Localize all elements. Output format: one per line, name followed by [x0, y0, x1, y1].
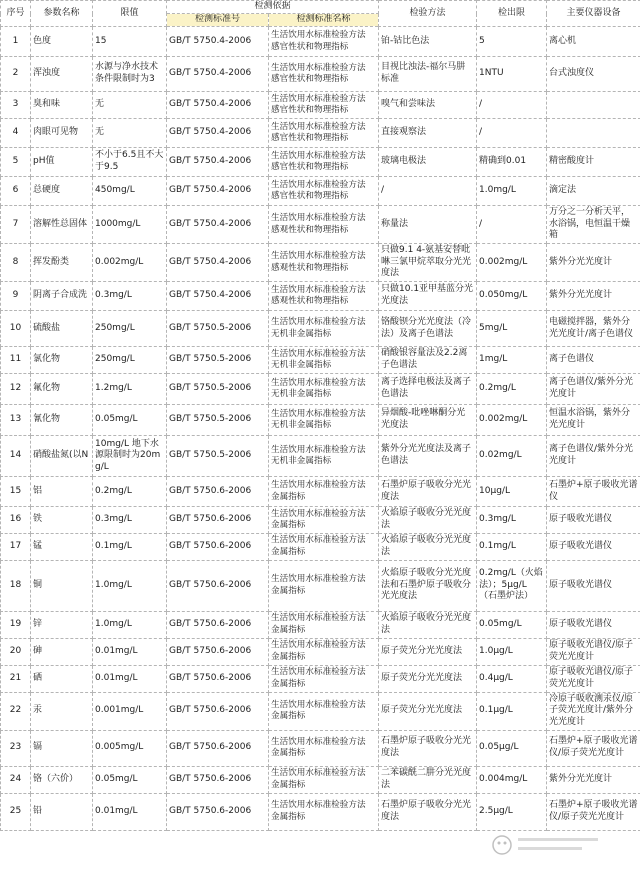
- detection-limit-cell: 0.02mg/L: [477, 436, 547, 477]
- instrument-cell: [547, 92, 640, 119]
- table-row: [1, 206, 640, 244]
- table-row: [1, 507, 640, 533]
- row-number-cell: 2: [1, 57, 31, 92]
- parameter-name-cell: 铜: [31, 560, 93, 611]
- standard-number-cell: GB/T 5750.5-2006: [167, 311, 269, 347]
- header-no: 序号: [1, 1, 31, 27]
- parameter-name-cell: 铅: [31, 793, 93, 830]
- table-row: [1, 347, 640, 374]
- limit-value-cell: 1.0mg/L: [93, 611, 167, 638]
- table-row: [1, 311, 640, 347]
- table-row: [1, 282, 640, 311]
- standard-name-cell: 生活饮用水标准检验方法 感观性状和物理指标: [269, 282, 379, 311]
- row-number-cell: 23: [1, 730, 31, 766]
- test-method-cell: 火焰原子吸收分光光度法: [379, 507, 477, 533]
- row-number-cell: 19: [1, 611, 31, 638]
- test-method-cell: 火焰原子吸收分光光度法: [379, 533, 477, 560]
- parameter-name-cell: 硝酸盐氮(以N: [31, 436, 93, 477]
- standard-name-cell: 生活饮用水标准检验方法 金属指标: [269, 507, 379, 533]
- row-number-cell: 21: [1, 665, 31, 692]
- row-number-cell: 6: [1, 177, 31, 206]
- table-row: [1, 436, 640, 477]
- standard-name-cell: 生活饮用水标准检验方法 金属指标: [269, 638, 379, 665]
- standard-number-cell: GB/T 5750.4-2006: [167, 148, 269, 177]
- instrument-cell: 石墨炉+原子吸收光谱仪/原子荧光光度计: [547, 793, 640, 830]
- test-method-cell: 原子荧光分光光度法: [379, 638, 477, 665]
- limit-value-cell: 1.2mg/L: [93, 374, 167, 405]
- parameter-name-cell: 氟化物: [31, 374, 93, 405]
- detection-limit-cell: 0.1μg/L: [477, 692, 547, 730]
- watermark-logo-icon: [490, 830, 610, 860]
- parameter-name-cell: 臭和味: [31, 92, 93, 119]
- row-number-cell: 15: [1, 477, 31, 507]
- test-method-cell: 目视比浊法-福尔马肼标准: [379, 57, 477, 92]
- limit-value-cell: 0.01mg/L: [93, 638, 167, 665]
- instrument-cell: 滴定法: [547, 177, 640, 206]
- row-number-cell: 7: [1, 206, 31, 244]
- instrument-cell: 原子吸收光谱仪: [547, 611, 640, 638]
- standard-name-cell: 生活饮用水标准检验方法 无机非金属指标: [269, 311, 379, 347]
- standard-name-cell: 生活饮用水标准检验方法 金属指标: [269, 793, 379, 830]
- row-number-cell: 22: [1, 692, 31, 730]
- table-row: [1, 533, 640, 560]
- limit-value-cell: 无: [93, 119, 167, 148]
- instrument-cell: 紫外分光光度计: [547, 244, 640, 282]
- standard-name-cell: 生活饮用水标准检验方法 金属指标: [269, 611, 379, 638]
- standard-number-cell: GB/T 5750.6-2006: [167, 560, 269, 611]
- test-method-cell: 原子荧光分光光度法: [379, 665, 477, 692]
- detection-limit-cell: /: [477, 206, 547, 244]
- test-method-cell: 二苯碳酰二肼分光光度法: [379, 766, 477, 793]
- table-row: [1, 119, 640, 148]
- instrument-cell: 离子色谱仪/紫外分光光度计: [547, 374, 640, 405]
- standard-name-cell: 生活饮用水标准检验方法 无机非金属指标: [269, 436, 379, 477]
- test-method-cell: 只做9.1 4-氨基安替吡啉三氯甲烷萃取分光光度法: [379, 244, 477, 282]
- table-row: [1, 692, 640, 730]
- header-method: 检验方法: [379, 1, 477, 27]
- detection-limit-cell: 1mg/L: [477, 347, 547, 374]
- row-number-cell: 8: [1, 244, 31, 282]
- row-number-cell: 13: [1, 405, 31, 436]
- test-method-cell: 石墨炉原子吸收分光光度法: [379, 793, 477, 830]
- row-number-cell: 24: [1, 766, 31, 793]
- table-header: [1, 1, 640, 27]
- table-row: [1, 27, 640, 57]
- instrument-cell: 石墨炉+原子吸收光谱仪/原子荧光光度计: [547, 730, 640, 766]
- row-number-cell: 18: [1, 560, 31, 611]
- parameter-name-cell: 挥发酚类: [31, 244, 93, 282]
- table-row: [1, 730, 640, 766]
- standard-name-cell: 生活饮用水标准检验方法 金属指标: [269, 665, 379, 692]
- instrument-cell: 精密酸度计: [547, 148, 640, 177]
- row-number-cell: 4: [1, 119, 31, 148]
- limit-value-cell: 0.002mg/L: [93, 244, 167, 282]
- test-method-cell: 火焰原子吸收分光光度法和石墨炉原子吸收分光光度法: [379, 560, 477, 611]
- limit-value-cell: 0.05mg/L: [93, 405, 167, 436]
- instrument-cell: 离子色谱仪/紫外分光光度计: [547, 436, 640, 477]
- standard-number-cell: GB/T 5750.5-2006: [167, 436, 269, 477]
- table-row: [1, 793, 640, 830]
- table-row: [1, 244, 640, 282]
- table-row: [1, 766, 640, 793]
- instrument-cell: 紫外分光光度计: [547, 766, 640, 793]
- limit-value-cell: 1.0mg/L: [93, 560, 167, 611]
- test-method-cell: 离子选择电极法及离子色谱法: [379, 374, 477, 405]
- standard-name-cell: 生活饮用水标准检验方法 感官性状和物理指标: [269, 27, 379, 57]
- detection-limit-cell: 精确到0.01: [477, 148, 547, 177]
- limit-value-cell: 0.1mg/L: [93, 533, 167, 560]
- standard-name-cell: 生活饮用水标准检验方法 金属指标: [269, 560, 379, 611]
- instrument-cell: 石墨炉+原子吸收光谱仪: [547, 477, 640, 507]
- test-method-cell: 玻璃电极法: [379, 148, 477, 177]
- standard-name-cell: 生活饮用水标准检验方法 感官性状和物理指标: [269, 92, 379, 119]
- parameter-name-cell: 锰: [31, 533, 93, 560]
- detection-limit-cell: 0.004mg/L: [477, 766, 547, 793]
- header-param: 参数名称: [31, 1, 93, 27]
- table-body: [1, 27, 640, 831]
- test-method-cell: 石墨炉原子吸收分光光度法: [379, 730, 477, 766]
- parameter-name-cell: 汞: [31, 692, 93, 730]
- row-number-cell: 9: [1, 282, 31, 311]
- standard-name-cell: 生活饮用水标准检验方法 感官性状和物理指标: [269, 119, 379, 148]
- table-row: [1, 177, 640, 206]
- instrument-cell: 原子吸收光谱仪: [547, 533, 640, 560]
- parameter-name-cell: 铬（六价）: [31, 766, 93, 793]
- watermark: [490, 830, 610, 863]
- row-number-cell: 25: [1, 793, 31, 830]
- detection-limit-cell: 0.2mg/L: [477, 374, 547, 405]
- instrument-cell: 原子吸收光谱仪: [547, 560, 640, 611]
- detection-limit-cell: 0.1mg/L: [477, 533, 547, 560]
- limit-value-cell: 0.01mg/L: [93, 793, 167, 830]
- test-method-cell: 异烟酸-吡唑啉酮分光光度法: [379, 405, 477, 436]
- table-row: [1, 477, 640, 507]
- parameter-name-cell: 氯化物: [31, 347, 93, 374]
- test-method-cell: 石墨炉原子吸收分光光度法: [379, 477, 477, 507]
- standard-number-cell: GB/T 5750.4-2006: [167, 57, 269, 92]
- detection-limit-cell: 0.3mg/L: [477, 507, 547, 533]
- standard-number-cell: GB/T 5750.5-2006: [167, 374, 269, 405]
- table-row: [1, 57, 640, 92]
- test-method-cell: 铬酸钡分光光度法（冷法）及离子色谱法: [379, 311, 477, 347]
- table-row: [1, 611, 640, 638]
- row-number-cell: 10: [1, 311, 31, 347]
- header-limit: 限值: [93, 1, 167, 27]
- test-method-cell: 只做10.1亚甲基蓝分光光度法: [379, 282, 477, 311]
- test-method-cell: 火焰原子吸收分光光度法: [379, 611, 477, 638]
- parameter-name-cell: 铁: [31, 507, 93, 533]
- row-number-cell: 1: [1, 27, 31, 57]
- standard-number-cell: GB/T 5750.6-2006: [167, 533, 269, 560]
- standard-name-cell: 生活饮用水标准检验方法 无机非金属指标: [269, 405, 379, 436]
- instrument-cell: 离心机: [547, 27, 640, 57]
- header-standard-number: 检测标准号: [167, 14, 269, 27]
- row-number-cell: 5: [1, 148, 31, 177]
- test-method-cell: 铂-钴比色法: [379, 27, 477, 57]
- parameter-name-cell: 硫酸盐: [31, 311, 93, 347]
- limit-value-cell: 0.3mg/L: [93, 282, 167, 311]
- standard-name-cell: 生活饮用水标准检验方法 感官性状和物理指标: [269, 148, 379, 177]
- detection-limit-cell: 0.05μg/L: [477, 730, 547, 766]
- standard-number-cell: GB/T 5750.6-2006: [167, 477, 269, 507]
- detection-limit-cell: /: [477, 119, 547, 148]
- standard-name-cell: 生活饮用水标准检验方法 无机非金属指标: [269, 374, 379, 405]
- instrument-cell: 恒温水浴锅，紫外分光光度计: [547, 405, 640, 436]
- instrument-cell: 紫外分光光度计: [547, 282, 640, 311]
- standard-number-cell: GB/T 5750.4-2006: [167, 119, 269, 148]
- parameter-name-cell: 溶解性总固体: [31, 206, 93, 244]
- standard-name-cell: 生活饮用水标准检验方法 金属指标: [269, 730, 379, 766]
- standard-name-cell: 生活饮用水标准检验方法 感官性状和物理指标: [269, 177, 379, 206]
- row-number-cell: 17: [1, 533, 31, 560]
- instrument-cell: 冷原子吸收测汞仪/原子荧光光度计/紫外分光光度计: [547, 692, 640, 730]
- table-row: [1, 92, 640, 119]
- standard-number-cell: GB/T 5750.4-2006: [167, 206, 269, 244]
- header-instrument: 主要仪器设备: [547, 1, 640, 27]
- limit-value-cell: 250mg/L: [93, 347, 167, 374]
- parameter-name-cell: 肉眼可见物: [31, 119, 93, 148]
- detection-limit-cell: 5: [477, 27, 547, 57]
- standard-name-cell: 生活饮用水标准检验方法 金属指标: [269, 766, 379, 793]
- test-method-cell: 硝酸银容量法及2.2离子色谱法: [379, 347, 477, 374]
- header-basis: 检测依据: [167, 1, 379, 14]
- standard-number-cell: GB/T 5750.4-2006: [167, 177, 269, 206]
- detection-limit-cell: 0.002mg/L: [477, 405, 547, 436]
- standard-number-cell: GB/T 5750.6-2006: [167, 793, 269, 830]
- row-number-cell: 12: [1, 374, 31, 405]
- standard-number-cell: GB/T 5750.4-2006: [167, 92, 269, 119]
- standard-name-cell: 生活饮用水标准检验方法 金属指标: [269, 533, 379, 560]
- standard-number-cell: GB/T 5750.6-2006: [167, 730, 269, 766]
- detection-limit-cell: 1.0mg/L: [477, 177, 547, 206]
- parameter-name-cell: 镉: [31, 730, 93, 766]
- limit-value-cell: 250mg/L: [93, 311, 167, 347]
- standard-number-cell: GB/T 5750.6-2006: [167, 507, 269, 533]
- parameter-name-cell: 硒: [31, 665, 93, 692]
- table-row: [1, 405, 640, 436]
- standard-number-cell: GB/T 5750.4-2006: [167, 27, 269, 57]
- limit-value-cell: 10mg/L 地下水源限制时为20mg/L: [93, 436, 167, 477]
- detection-limit-cell: 5mg/L: [477, 311, 547, 347]
- table-row: [1, 560, 640, 611]
- standard-name-cell: 生活饮用水标准检验方法 感观性状和物理指标: [269, 206, 379, 244]
- parameter-name-cell: 浑浊度: [31, 57, 93, 92]
- row-number-cell: 14: [1, 436, 31, 477]
- parameter-name-cell: pH值: [31, 148, 93, 177]
- detection-limit-cell: 2.5μg/L: [477, 793, 547, 830]
- instrument-cell: 原子吸收光谱仪/原子荧光光度计: [547, 638, 640, 665]
- table-row: [1, 638, 640, 665]
- row-number-cell: 20: [1, 638, 31, 665]
- standard-number-cell: GB/T 5750.6-2006: [167, 665, 269, 692]
- standard-name-cell: 生活饮用水标准检验方法 无机非金属指标: [269, 347, 379, 374]
- parameter-name-cell: 砷: [31, 638, 93, 665]
- limit-value-cell: 0.2mg/L: [93, 477, 167, 507]
- parameter-name-cell: 色度: [31, 27, 93, 57]
- limit-value-cell: 0.05mg/L: [93, 766, 167, 793]
- standard-number-cell: GB/T 5750.6-2006: [167, 692, 269, 730]
- header-detection-limit: 检出限: [477, 1, 547, 27]
- limit-value-cell: 1000mg/L: [93, 206, 167, 244]
- table-row: [1, 665, 640, 692]
- test-method-cell: 称量法: [379, 206, 477, 244]
- limit-value-cell: 0.001mg/L: [93, 692, 167, 730]
- table-row: [1, 148, 640, 177]
- table-row: [1, 374, 640, 405]
- standard-name-cell: 生活饮用水标准检验方法 金属指标: [269, 692, 379, 730]
- instrument-cell: 万分之一分析天平，水浴锅，电恒温干燥箱: [547, 206, 640, 244]
- detection-limit-cell: 1NTU: [477, 57, 547, 92]
- parameter-name-cell: 总硬度: [31, 177, 93, 206]
- detection-limit-cell: 0.05mg/L: [477, 611, 547, 638]
- limit-value-cell: 0.01mg/L: [93, 665, 167, 692]
- limit-value-cell: 450mg/L: [93, 177, 167, 206]
- standard-number-cell: GB/T 5750.6-2006: [167, 766, 269, 793]
- parameter-name-cell: 锌: [31, 611, 93, 638]
- instrument-cell: 台式浊度仪: [547, 57, 640, 92]
- standard-number-cell: GB/T 5750.5-2006: [167, 405, 269, 436]
- test-method-cell: 原子荧光分光光度法: [379, 692, 477, 730]
- row-number-cell: 3: [1, 92, 31, 119]
- standard-number-cell: GB/T 5750.6-2006: [167, 638, 269, 665]
- instrument-cell: 离子色谱仪: [547, 347, 640, 374]
- standard-name-cell: 生活饮用水标准检验方法 感官性状和物理指标: [269, 57, 379, 92]
- limit-value-cell: 不小于6.5且不大于9.5: [93, 148, 167, 177]
- limit-value-cell: 0.3mg/L: [93, 507, 167, 533]
- detection-limit-cell: /: [477, 92, 547, 119]
- detection-limit-cell: 0.002mg/L: [477, 244, 547, 282]
- parameter-name-cell: 氰化物: [31, 405, 93, 436]
- test-method-cell: 嗅气和尝味法: [379, 92, 477, 119]
- row-number-cell: 11: [1, 347, 31, 374]
- limit-value-cell: 水源与净水技术条件限制时为3: [93, 57, 167, 92]
- row-number-cell: 16: [1, 507, 31, 533]
- test-method-cell: 直接观察法: [379, 119, 477, 148]
- instrument-cell: 电磁搅拌器，紫外分光光度计/离子色谱仪: [547, 311, 640, 347]
- detection-limit-cell: 1.0μg/L: [477, 638, 547, 665]
- standard-number-cell: GB/T 5750.6-2006: [167, 611, 269, 638]
- standard-number-cell: GB/T 5750.5-2006: [167, 347, 269, 374]
- detection-limit-cell: 0.2mg/L（火焰法）；5μg/L（石墨炉法）: [477, 560, 547, 611]
- instrument-cell: 原子吸收光谱仪/原子荧光光度计: [547, 665, 640, 692]
- test-method-cell: /: [379, 177, 477, 206]
- header-standard-name: 检测标准名称: [269, 14, 379, 27]
- detection-limit-cell: 0.050mg/L: [477, 282, 547, 311]
- limit-value-cell: 0.005mg/L: [93, 730, 167, 766]
- standard-number-cell: GB/T 5750.4-2006: [167, 244, 269, 282]
- standard-name-cell: 生活饮用水标准检验方法 金属指标: [269, 477, 379, 507]
- limit-value-cell: 15: [93, 27, 167, 57]
- standard-name-cell: 生活饮用水标准检验方法 感观性状和物理指标: [269, 244, 379, 282]
- instrument-cell: 原子吸收光谱仪: [547, 507, 640, 533]
- standard-number-cell: GB/T 5750.4-2006: [167, 282, 269, 311]
- detection-limit-cell: 0.4μg/L: [477, 665, 547, 692]
- parameter-name-cell: 铝: [31, 477, 93, 507]
- instrument-cell: [547, 119, 640, 148]
- limit-value-cell: 无: [93, 92, 167, 119]
- parameter-name-cell: 阴离子合成洗: [31, 282, 93, 311]
- detection-limit-cell: 10μg/L: [477, 477, 547, 507]
- test-method-cell: 紫外分光光度法及离子色谱法: [379, 436, 477, 477]
